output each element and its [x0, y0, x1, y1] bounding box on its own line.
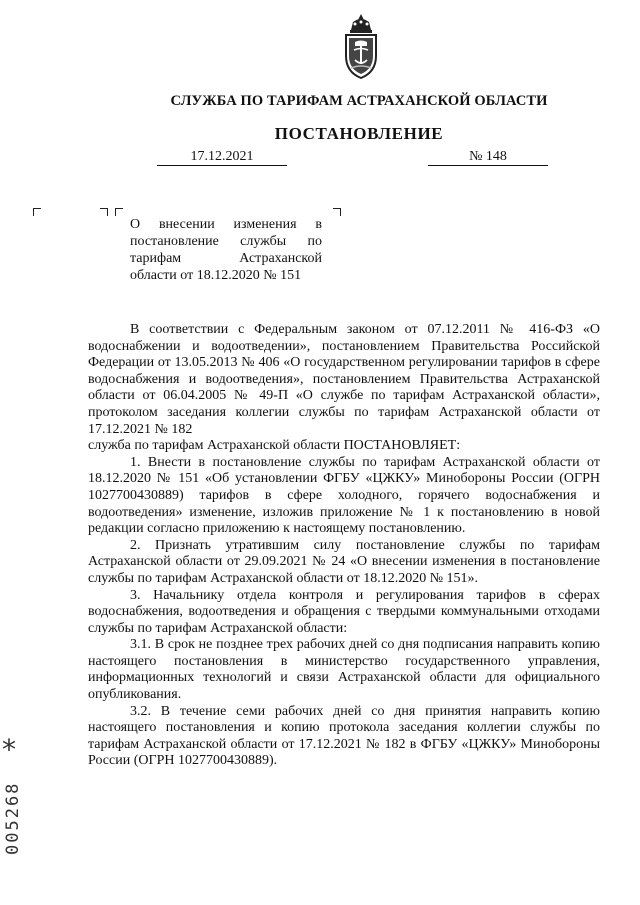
subject-line: О внесении изменения в — [130, 217, 322, 232]
document-body — [88, 322, 600, 770]
item-3-paragraph: 3. Начальнику отдела контроля и регулирования тарифов в сферах водоснабжения, водоотведения и обращения с твердыми коммунальными отходами службы по тарифам Астраханской области: — [88, 587, 600, 636]
document-subject — [130, 216, 322, 284]
resolution-line: служба по тарифам Астраханской области ПОСТАНОВЛЯЕТ: — [88, 438, 461, 454]
item-3-2-paragraph: 3.2. В течение семи рабочих дней со дня принятия направить копию настоящего постановления и копию протокола заседания коллегии службы по тарифам Астраханской области от 17.12.2021 № 182 в ФГБУ «ЦЖКУ» Минобороны России (ОГРН 1027700430889). — [88, 703, 600, 769]
document-date: 17.12.2021 — [157, 149, 287, 166]
item-3-1-paragraph: 3.1. В срок не позднее трех рабочих дней со дня подписания направить копию настоящего постановления в министерство государственного управления, информационных технологий и связи Астраханской области для официального опубликования. — [88, 637, 600, 703]
corner-mark-subject-left — [100, 208, 108, 216]
corner-mark-subject-left-inner — [115, 208, 123, 216]
item-1-paragraph: 1. Внести в постановление службы по тарифам Астраханской области от 18.12.2020 № 151 «Об установлении ФГБУ «ЦЖКУ» Минобороны России (ОГРН 1027700430889) тарифов в сфере холодного, горячего водоснабжения и водоотведения» изменение, изложив приложение № 1 к постановлению в новой редакции согласно приложению к настоящему постановлению. — [88, 454, 600, 537]
margin-serial-number: 005268 — [3, 781, 23, 855]
corner-mark-left — [33, 208, 41, 216]
corner-mark-subject-right — [333, 208, 341, 216]
subject-line: тарифам Астраханской — [130, 251, 322, 266]
document-number: № 148 — [428, 149, 548, 166]
subject-line: области от 18.12.2020 № 151 — [130, 268, 302, 283]
subject-line: постановление службы по — [130, 234, 322, 249]
margin-star-mark: * — [2, 733, 16, 766]
document-type-title: ПОСТАНОВЛЕНИЕ — [274, 124, 444, 143]
coat-of-arms-icon — [341, 12, 381, 80]
organization-name: СЛУЖБА ПО ТАРИФАМ АСТРАХАНСКОЙ ОБЛАСТИ — [170, 93, 548, 109]
item-2-paragraph: 2. Признать утратившим силу постановление службы по тарифам Астраханской области от 29.09.2021 № 24 «О внесении изменения в постановление службы по тарифам Астраханской области от 18.12.2020 № 151». — [88, 537, 600, 586]
preamble-paragraph: В соответствии с Федеральным законом от 07.12.2011 № 416-ФЗ «О водоснабжении и водоотведении», постановлением Правительства Российской Федерации от 13.05.2013 № 406 «О государственном регулировании тарифов в сфере водоснабжения и водоотведения», постановлением Правительства Астраханской области от 06.04.2005 № 49-П «О службе по тарифам Астраханской области», протоколом заседания коллегии службы по тарифам Астраханской области от 17.12.2021 № 182 — [88, 322, 600, 437]
